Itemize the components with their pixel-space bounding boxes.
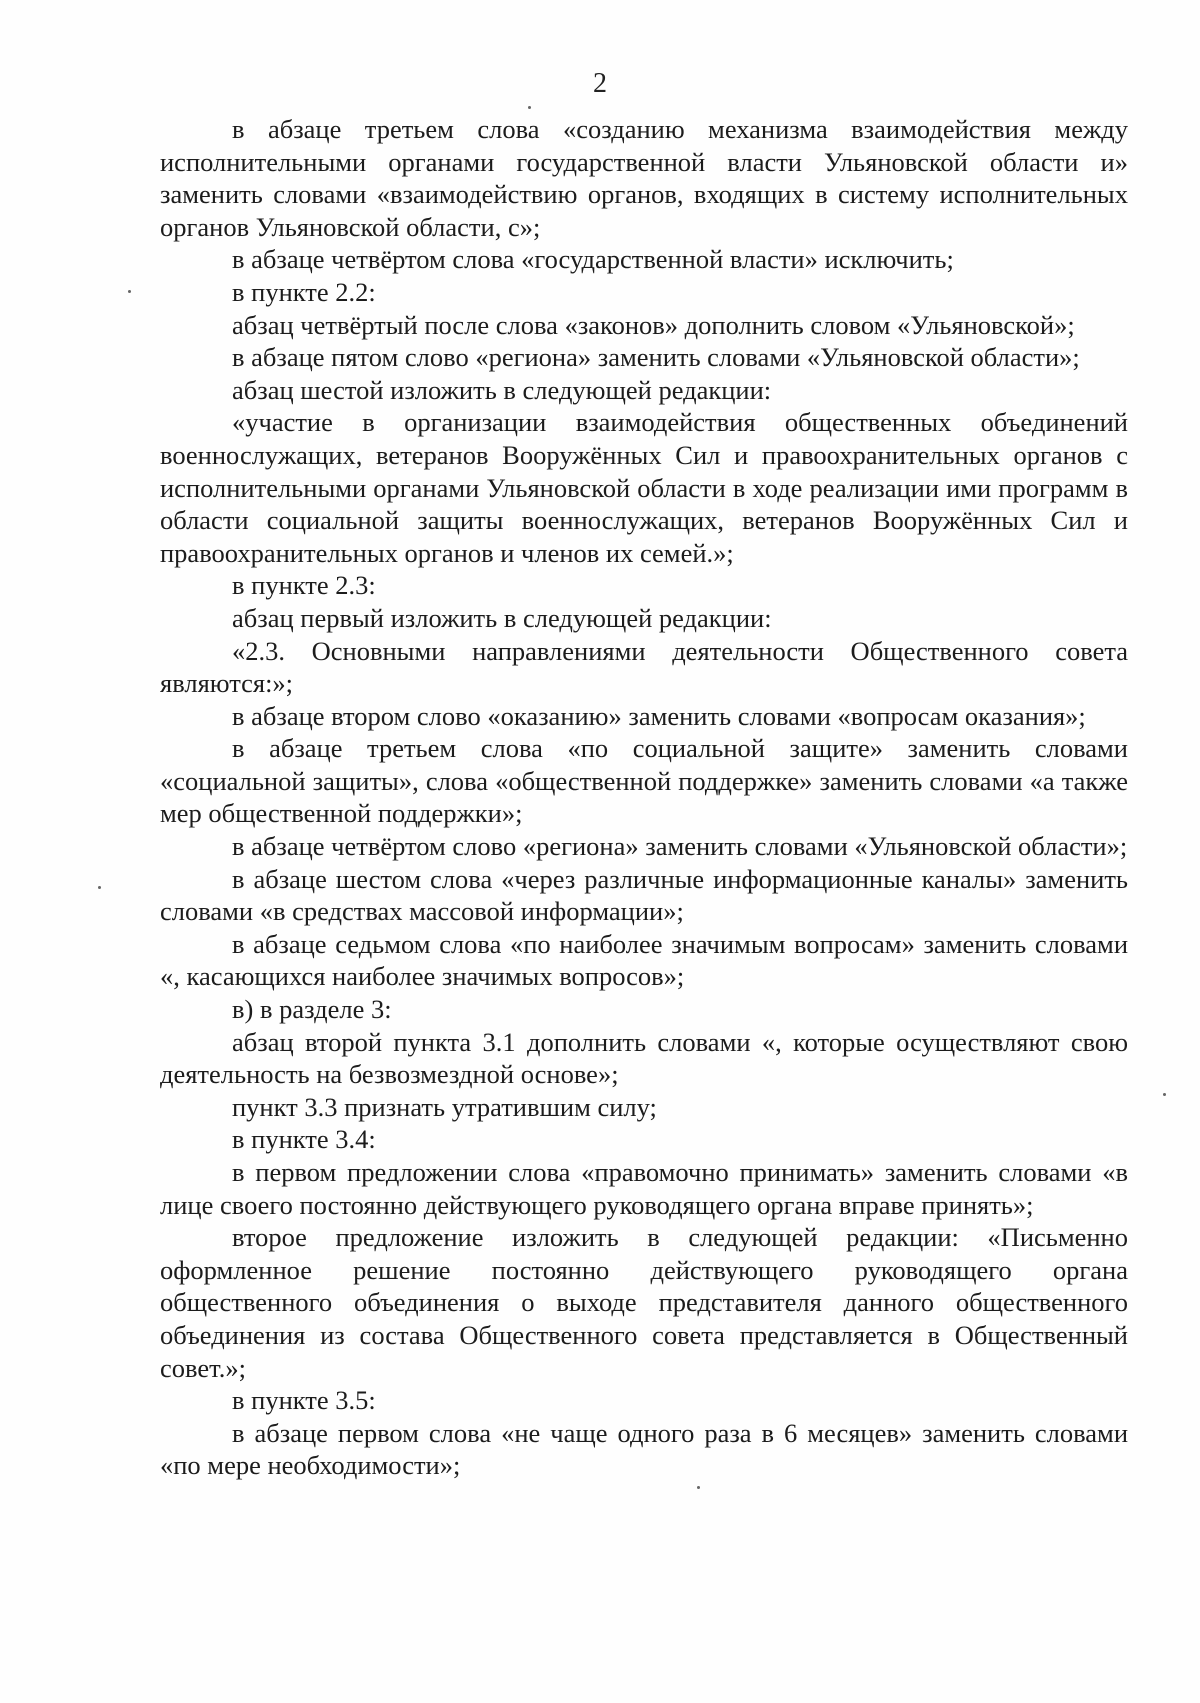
- paragraph: второе предложение изложить в следующей редакции: «Письменно оформленное решение постоянно действующего руководящего органа общественного объединения о выходе представителя данного общественного объединения из состава Общественного совета представляется в Общественный совет.»;: [160, 1222, 1128, 1383]
- paragraph: в пункте 2.2:: [232, 276, 376, 307]
- paragraph: в абзаце седьмом слова «по наиболее значимым вопросам» заменить словами «, касающихся наиболее значимых вопросов»;: [160, 928, 1128, 992]
- paragraph: «2.3. Основными направлениями деятельности Общественного совета являются:»;: [160, 635, 1128, 699]
- paragraph: пункт 3.3 признать утратившим силу;: [232, 1091, 657, 1122]
- scan-speck: [128, 290, 131, 293]
- paragraph: абзац первый изложить в следующей редакции:: [232, 602, 772, 633]
- paragraph: в пункте 3.5:: [232, 1385, 376, 1416]
- paragraph: в первом предложении слова «правомочно принимать» заменить словами «в лице своего постоянно действующего руководящего органа вправе принять»;: [160, 1157, 1128, 1220]
- paragraph: в) в разделе 3:: [232, 994, 392, 1025]
- paragraph: в пункте 2.3:: [232, 570, 376, 601]
- paragraph: в абзаце третьем слова «по социальной защите» заменить словами «социальной защиты», слова «общественной поддержке» заменить словами «а также мер общественной поддержки»;: [160, 733, 1128, 829]
- paragraph: в абзаце четвёртом слово «региона» заменить словами «Ульяновской области»;: [232, 831, 1128, 862]
- paragraph: в абзаце четвёртом слова «государственной власти» исключить;: [232, 244, 954, 275]
- paragraph: абзац четвёртый после слова «законов» дополнить словом «Ульяновской»;: [232, 309, 1075, 340]
- paragraph: абзац шестой изложить в следующей редакции:: [232, 374, 772, 405]
- paragraph: абзац второй пункта 3.1 дополнить словами «, которые осуществляют свою деятельность на безвозмездной основе»;: [160, 1026, 1128, 1090]
- scan-speck: [528, 106, 531, 109]
- scan-speck: [98, 886, 101, 889]
- scan-speck: [1163, 1093, 1166, 1096]
- paragraph: в пункте 3.4:: [232, 1124, 376, 1155]
- paragraph: «участие в организации взаимодействия общественных объединений военнослужащих, ветеранов Вооружённых Сил и правоохранительных органов с исполнительными органами Ульяновской области в ходе реализации ими программ в области социальной защиты военнослужащих, ветеранов Вооружённых Сил и правоохранительных органов и членов их семей.»;: [160, 407, 1128, 568]
- paragraph: в абзаце пятом слово «региона» заменить словами «Ульяновской области»;: [232, 342, 1080, 373]
- paragraph: в абзаце первом слова «не чаще одного раза в 6 месяцев» заменить словами «по мере необходимости»;: [160, 1417, 1128, 1481]
- page-number: 2: [593, 68, 607, 99]
- paragraph: в абзаце втором слово «оказанию» заменить словами «вопросам оказания»;: [232, 700, 1086, 731]
- paragraph: в абзаце шестом слова «через различные информационные каналы» заменить словами «в средствах массовой информации»;: [160, 863, 1128, 927]
- scan-speck: [697, 1486, 700, 1489]
- paragraph: в абзаце третьем слова «созданию механизма взаимодействия между исполнительными органами государственной власти Ульяновской области и» заменить словами «взаимодействию органов, входящих в систему исполнительных органов Ульяновской области, с»;: [160, 114, 1128, 242]
- document-body: [160, 113, 1128, 1482]
